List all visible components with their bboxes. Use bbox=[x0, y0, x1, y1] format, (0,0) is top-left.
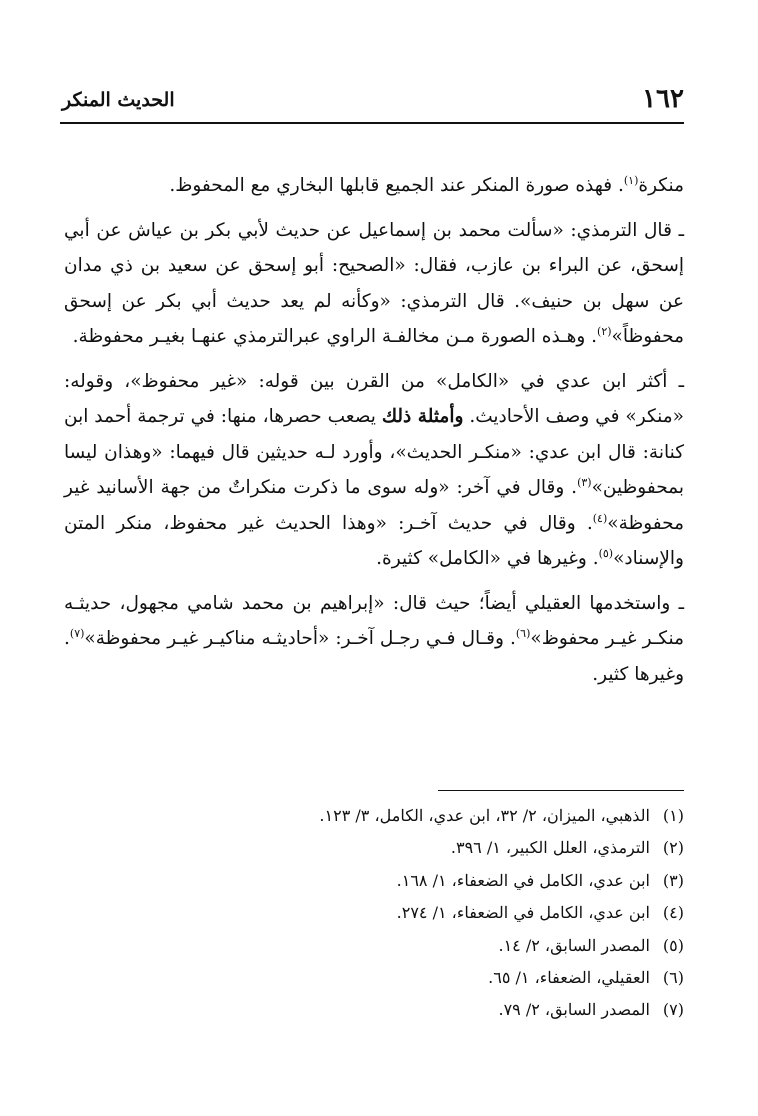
footnote-reference: (٦) bbox=[515, 626, 531, 640]
paragraph-text: . وهـذه الصورة مـن مخالفـة الراوي عبرالترمذي عنهـا بغيـر محفوظة. bbox=[72, 326, 598, 347]
page-number: ١٦٢ bbox=[642, 84, 684, 114]
footnote-number: (٧) bbox=[662, 1000, 684, 1020]
body-paragraph bbox=[64, 364, 684, 577]
paragraph-text: . وغيرها كثير. bbox=[64, 628, 684, 685]
body-paragraph bbox=[64, 213, 684, 355]
body-text bbox=[64, 168, 684, 701]
footnote bbox=[64, 962, 684, 994]
footnote-number: (٤) bbox=[662, 903, 684, 923]
footnote-number: (٢) bbox=[662, 838, 684, 858]
paragraph-text: . وقـال فـي رجـل آخـر: «أحاديثـه مناكيـر غيـر محفوظة» bbox=[84, 628, 516, 649]
footnote-reference: (١) bbox=[623, 173, 639, 187]
bold-text: وأمثلة ذلك bbox=[381, 406, 464, 427]
footnotes bbox=[64, 800, 684, 1027]
footnote-text: العقيلي، الضعفاء، ١/ ٦٥. bbox=[488, 968, 650, 988]
paragraph-text: منكرة bbox=[638, 175, 684, 196]
paragraph-text: ـ واستخدمها العقيلي أيضاً؛ حيث قال: «إبراهيم بن محمد شامي مجهول، حديثـه منكـر غيـر محفوظ» bbox=[64, 592, 685, 649]
footnote bbox=[64, 897, 684, 929]
body-paragraph bbox=[64, 168, 684, 204]
paragraph-text: . وقال في آخر: «وله سوى ما ذكرت منكراتٌ من جهة الأسانيد غير محفوظة» bbox=[64, 477, 684, 534]
paragraph-text: يصعب حصرها، منها: في ترجمة أحمد ابن كنانة: قال ابن عدي: «منكـر الحديث»، وأورد لـه حديثين قال فيهما: «وهذان ليسا بمحفوظين» bbox=[64, 406, 684, 498]
footnote-reference: (٥) bbox=[598, 546, 614, 560]
footnote-text: الذهبي، الميزان، ٢/ ٣٢، ابن عدي، الكامل، ٣/ ١٢٣. bbox=[319, 806, 650, 825]
footnote bbox=[64, 994, 684, 1026]
header-rule bbox=[60, 122, 684, 124]
paragraph-text: . وقال في حديث آخـر: «وهذا الحديث غير محفوظ، منكر المتن والإسناد» bbox=[64, 512, 684, 569]
footnote-reference: (٤) bbox=[592, 511, 608, 525]
footnote bbox=[64, 865, 684, 897]
footnote-reference: (٧) bbox=[69, 626, 85, 640]
footnote-number: (٣) bbox=[662, 870, 684, 890]
footnote-text: ابن عدي، الكامل في الضعفاء، ١/ ٢٧٤. bbox=[396, 903, 650, 923]
body-paragraph bbox=[64, 586, 684, 693]
footnote-separator bbox=[438, 790, 684, 791]
paragraph-text: . فهذه صورة المنكر عند الجميع قابلها البخاري مع المحفوظ. bbox=[169, 175, 624, 196]
footnote bbox=[64, 832, 684, 864]
footnote-text: الترمذي، العلل الكبير، ١/ ٣٩٦. bbox=[450, 838, 650, 858]
footnote-reference: (٢) bbox=[597, 324, 612, 338]
footnote bbox=[64, 930, 684, 962]
footnote-text: ابن عدي، الكامل في الضعفاء، ١/ ١٦٨. bbox=[396, 870, 650, 890]
footnote-number: (١) bbox=[662, 806, 684, 825]
footnote-number: (٦) bbox=[662, 968, 684, 988]
footnote-text: المصدر السابق، ٢/ ٧٩. bbox=[498, 1000, 650, 1020]
footnote-number: (٥) bbox=[662, 935, 684, 955]
paragraph-text: . وغيرها في «الكامل» كثيرة. bbox=[376, 548, 599, 569]
footnote-text: المصدر السابق، ٢/ ١٤. bbox=[498, 935, 650, 955]
running-title: الحديث المنكر bbox=[62, 89, 175, 111]
footnote-reference: (٣) bbox=[577, 475, 592, 489]
footnote bbox=[64, 800, 684, 832]
paragraph-text: ـ أكثر ابن عدي في «الكامل» من القرن بين قوله: «غير محفوظ»، وقوله: «منكر» في وصف الأحاديث. bbox=[64, 370, 684, 427]
page-header bbox=[62, 84, 684, 118]
paragraph-text: ـ قال الترمذي: «سألت محمد بن إسماعيل عن حديث لأبي بكر بن عياش عن أبي إسحق، عن البراء بن عازب، فقال: «الصحيح: أبو إسحق عن سعيد بن ذي مدان عن سهل بن حنيف». قال الترمذي: «وكأنه لم يعد حديث أبي بكر عن إسحق محفوظاً» bbox=[64, 219, 684, 347]
